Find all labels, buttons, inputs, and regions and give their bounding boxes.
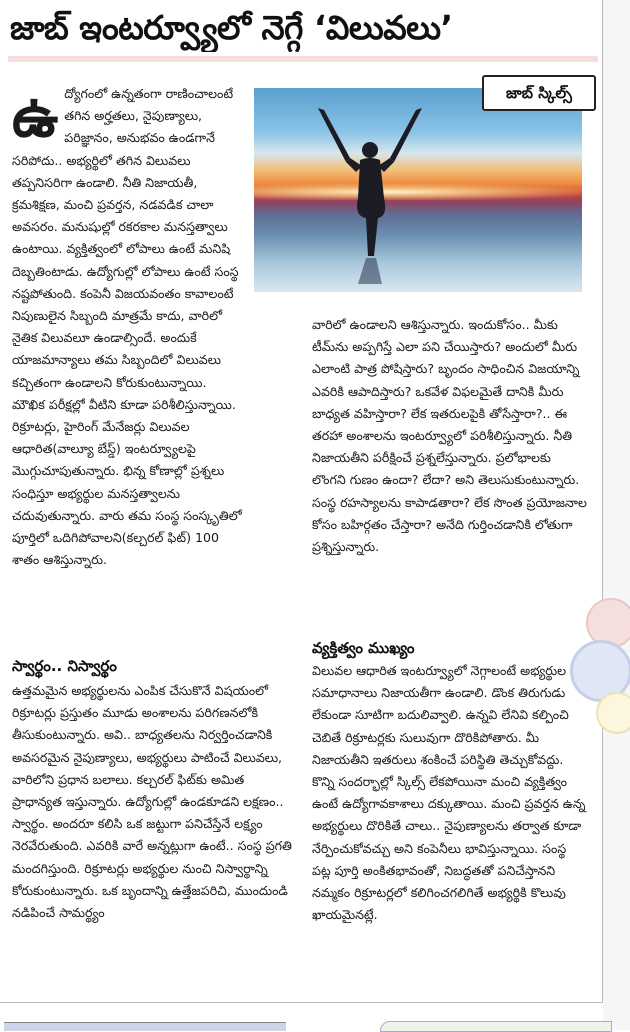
page-margin: [603, 0, 630, 1030]
subheading-selflessness: స్వార్థం.. నిస్వార్థం: [12, 657, 117, 675]
headline-rule: [8, 56, 598, 62]
intro-text: ద్యోగంలో ఉన్నతంగా రాణించాలంటే తగిన అర్హతలు, నైపుణ్యాలు, పరిజ్ఞానం, అనుభవం ఉండగానే సరిపోదు.. అభ్యర్థిలో తగిన విలువలు తప్పనిసరిగా ఉండాలి. నీతి నిజాయతీ, క్రమశిక్షణ, మంచి ప్రవర్తన, నడవడిక చాలా అవసరం. మనుషుల్లో రకరకాల మనస్తత్వాలు ఉంటాయి. వ్యక్తిత్వంలో లోపాలు ఉంటే మనిషి దెబ్బతింటాడు. ఉద్యోగుల్లో లోపాలు ఉంటే సంస్థ నష్టపోతుంది. కంపెనీ విజయవంతం కావాలంటే నిపుణులైన సిబ్బంది మాత్రమే కాదు, వారిలో నైతిక విలువలూ ఉండాల్సిందే. అందుకే యాజమాన్యాలు తమ సిబ్బందిలో విలువలు కచ్చితంగా ఉండాలని కోరుకుంటున్నాయి. మౌఖిక పరీక్షల్లో వీటిని కూడా పరిశీలిస్తున్నాయి. రిక్రూటర్లు, హైరింగ్ మేనేజర్లు విలువల ఆధారిత(వాల్యూ బేస్డ్) ఇంటర్వ్యూలపై మొగ్గుచూపుతున్నారు. భిన్న కోణాల్లో ప్రశ్నలు సంధిస్తూ అభ్యర్థుల మనస్తత్వాలను చదువుతున్నారు. వారు తమ సంస్థ సంస్కృతిలో పూర్తిలో ఒదిగిపోవాలని(కల్చరల్ ఫిట్) 100 శాతం ఆశిస్తున్నారు.: [12, 86, 242, 568]
next-article-strip-right: [380, 1021, 612, 1032]
drop-cap: ఉ: [12, 82, 59, 150]
section-tag: జాబ్ స్కిల్స్: [482, 75, 596, 111]
woman-silhouette-icon: [310, 106, 430, 286]
personality-text: విలువల ఆధారిత ఇంటర్వ్యూలో నెగ్గాలంటే అభ్యర్థుల సమాధానాలు నిజాయతీగా ఉండాలి. డొంక తిరుగుడు లేకుండా సూటిగా బదులివ్వాలి. ఉన్నవి లేనివి కల్పించి చెబితే రిక్రూటర్లకు సులువుగా దొరికిపోతారు. మీ నిజాయతీని ఇతరులు శంకించే పరిస్థితి తెచ్చుకోవద్దు. కొన్ని సందర్భాల్లో స్కిల్స్ లేకపోయినా మంచి వ్యక్తిత్వం ఉంటే ఉద్యోగావకాశాలు దక్కుతాయి. మంచి ప్రవర్తన ఉన్న అభ్యర్థులు దొరికితే చాలు.. నైపుణ్యాలను తర్వాత కూడా నేర్పించుకోవచ్చు అని కంపెనీలు భావిస్తున్నాయి. సంస్థ పట్ల పూర్తి అంకితభావంతో, నిబద్ధతతో పనిచేస్తానని నమ్మకం రిక్రూటర్లలో కలిగించగలిగితే అభ్యర్థికి కొలువు ఖాయమైనట్లే.: [312, 663, 586, 923]
subheading-personality: వ్యక్తిత్వం ముఖ్యం: [312, 639, 415, 657]
right-column-upper: [312, 314, 588, 558]
decor-circle-yellow: [596, 692, 630, 734]
headline: జాబ్ ఇంటర్వ్యూలో నెగ్గే ‘విలువలు’: [10, 8, 453, 47]
right-column-lower: [312, 660, 588, 926]
left-column-lower: [12, 680, 296, 924]
left-column-intro: [12, 83, 242, 571]
article-photo: [254, 88, 582, 292]
selflessness-text: ఉత్తమమైన అభ్యర్థులను ఎంపిక చేసుకొనే విషయంలో రిక్రూటర్లు ప్రస్తుతం మూడు అంశాలను పరిగణనలోకి తీసుకుంటున్నారు. అవి.. బాధ్యతలను నిర్వర్తించడానికి అవసరమైన నైపుణ్యాలు, అభ్యర్థులు పాటించే విలువలు, వారిలోని ప్రధాన బలాలు. కల్చరల్ ఫిట్‌కు అమిత ప్రాధాన్యత ఇస్తున్నారు. ఉద్యోగుల్లో ఉండకూడని లక్షణం.. స్వార్థం. అందరూ కలిసి ఒక జట్టుగా పనిచేస్తేనే లక్ష్యం నెరవేరుతుంది. ఎవరికి వారే అన్నట్లుగా ఉంటే.. సంస్థ ప్రగతి మందగిస్తుంది. రిక్రూటర్లు అభ్యర్థుల నుంచి నిస్వార్థాన్ని కోరుకుంటున్నారు. ఒక బృందాన్ని ఉత్తేజపరిచి, ముందుండి నడిపించే సామర్థ్యం: [12, 683, 292, 921]
continued-text: వారిలో ఉండాలని ఆశిస్తున్నారు. ఇందుకోసం.. మీకు టీమ్‌ను అప్పగిస్తే ఎలా పని చేయిస్తారు? అందులో మీరు ఎలాంటి పాత్ర పోషిస్తారు? బృందం సాధించిన విజయాన్ని ఎవరికి ఆపాదిస్తారు? ఒకవేళ విఫలమైతే దానికి మీరు బాధ్యత వహిస్తారా? లేక ఇతరులపైకి తోసేస్తారా?.. ఈ తరహా అంశాలను ఇంటర్వ్యూలో పరిశీలిస్తున్నారు. నీతి నిజాయతీని పరీక్షించే ప్రశ్నలేస్తున్నారు. ప్రలోభాలకు లొంగని గుణం ఉందా? లేదా? అని తెలుసుకుంటున్నారు. సంస్థ రహస్యాలను కాపాడతారా? లేక సొంత ప్రయోజనాల కోసం బహిర్గతం చేస్తారా? అనేది గుర్తించడానికి లోతుగా ప్రశ్నిస్తున్నారు.: [312, 317, 587, 555]
